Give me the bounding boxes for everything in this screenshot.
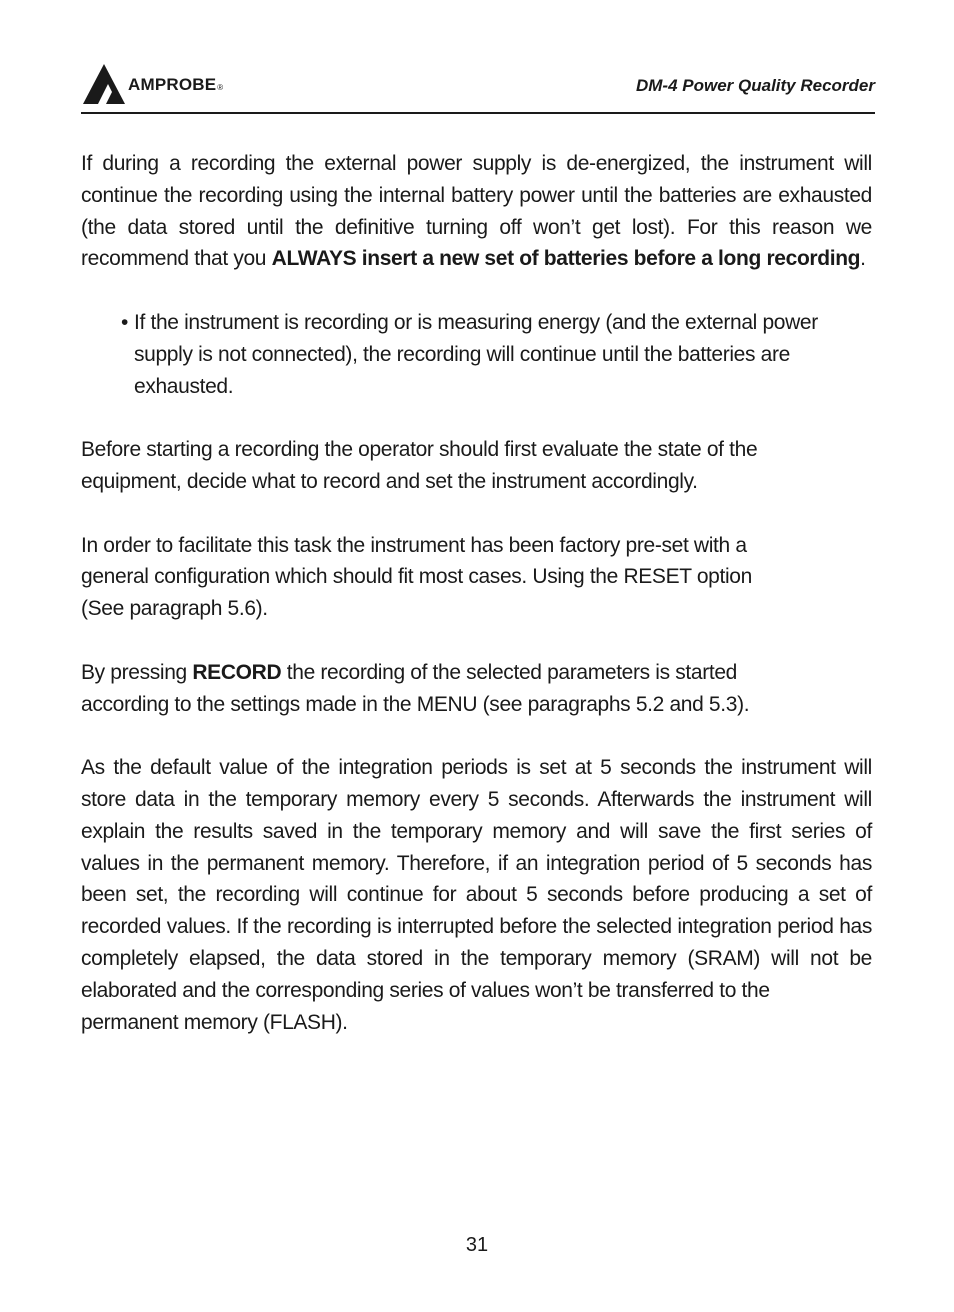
bullet-text: If the instrument is recording or is measuring energy (and the external power supply is not connected), the recording will continue until the batteries are exhausted. <box>134 310 818 398</box>
page-number: 31 <box>465 1234 489 1256</box>
paragraph-before-recording <box>81 434 872 498</box>
bullet-item <box>81 307 872 402</box>
paragraph-text: By pressing <box>81 660 193 684</box>
page-content <box>81 148 872 1070</box>
paragraph-text: As the default value of the integration periods is set at 5 seconds the instrument will store data in the temporary memory every 5 seconds. Afterwards the instrument will explain the results saved in the temporary memory and will save the first series of values in the permanent memory. Therefore, if an integration period of 5 seconds has been set, the recording will continue for about 5 seconds before producing a set of recorded values. If the recording is interrupted before the selected integration period has completely elapsed, the data stored in the temporary memory (SRAM) will not be <box>81 756 872 970</box>
paragraph-record-button <box>81 657 872 721</box>
paragraph-end: . <box>860 247 866 271</box>
brand-text: AMPROBE <box>128 75 217 94</box>
paragraph-line: Before starting a recording the operator should first evaluate the state of the <box>81 438 758 462</box>
page-header <box>81 60 875 114</box>
paragraph-line: (See paragraph 5.6). <box>81 597 268 621</box>
paragraph-line: equipment, decide what to record and set the instrument accordingly. <box>81 469 698 493</box>
paragraph-line: In order to facilitate this task the instrument has been factory pre-set with a <box>81 533 747 557</box>
triangle-logo-icon <box>81 62 129 106</box>
paragraph-line: permanent memory (FLASH). <box>81 1010 348 1034</box>
record-keyword: RECORD <box>192 660 282 684</box>
paragraph-battery-power <box>81 148 872 275</box>
emphasis-text: ALWAYS insert a new set of batteries before a long recording <box>271 247 861 271</box>
paragraph-text: the recording of the selected parameters is started <box>281 660 737 684</box>
brand-name <box>128 75 223 95</box>
registered-mark: ® <box>217 83 224 92</box>
bullet-icon: • <box>121 310 129 334</box>
paragraph-line: general configuration which should fit most cases. Using the RESET option <box>81 565 752 589</box>
paragraph-factory-preset <box>81 530 872 625</box>
paragraph-text: If during a recording the external power supply is de-energized, the instrument will continue the recording using the internal battery power until the batteries are exhausted (the data stored until the definitive turning off won’t get lost). For this reason we recommend that you <box>81 152 872 271</box>
paragraph-line: elaborated and the corresponding series of values won’t be transferred to the <box>81 978 770 1002</box>
amprobe-logo <box>81 64 129 106</box>
paragraph-integration-period <box>81 752 872 1038</box>
document-title: DM-4 Power Quality Recorder <box>635 76 875 95</box>
paragraph-line: according to the settings made in the MENU (see paragraphs 5.2 and 5.3). <box>81 692 750 716</box>
